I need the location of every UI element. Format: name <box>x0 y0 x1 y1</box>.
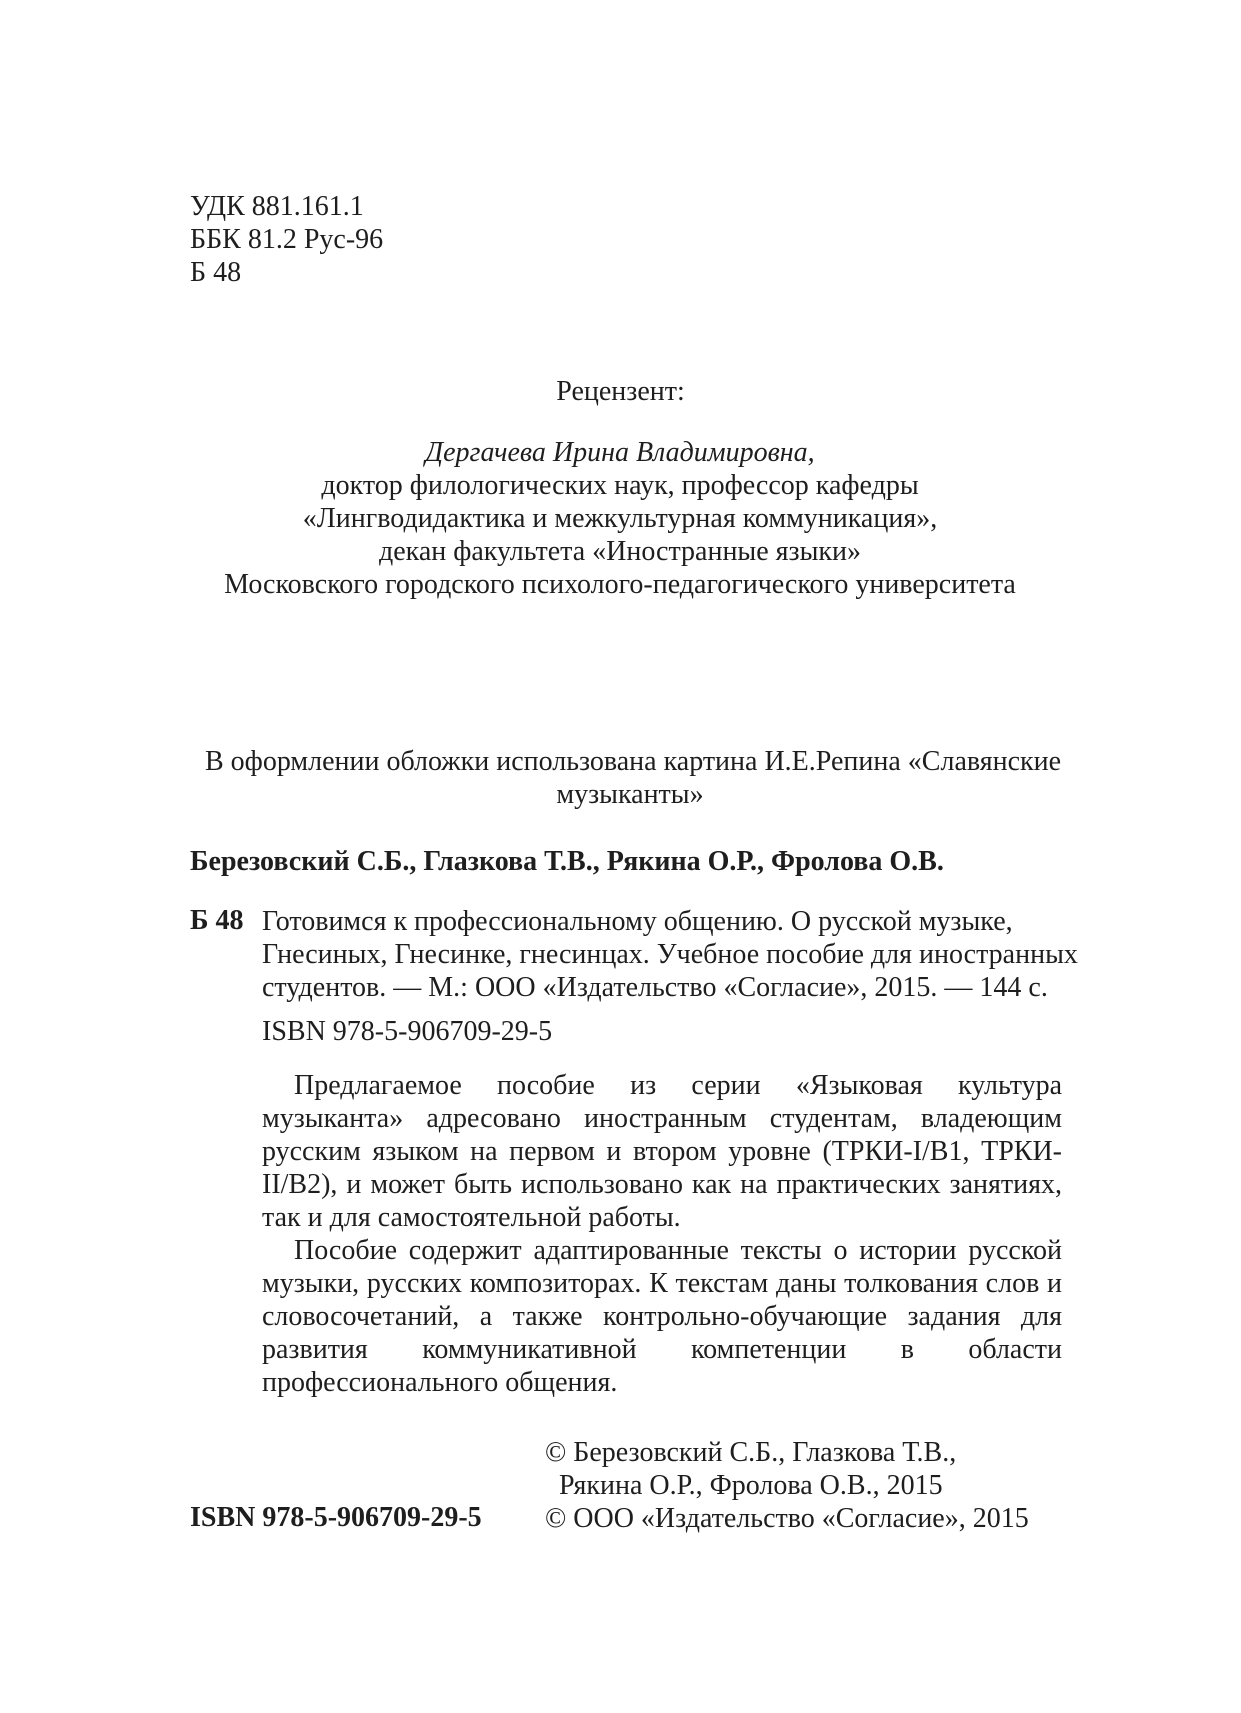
copyright-authors-cont: Рякина О.Р., Фролова О.В., 2015 <box>559 1470 943 1501</box>
entry-line: студентов. — М.: ООО «Издательство «Согласие», 2015. — 144 с. <box>262 972 1048 1003</box>
reviewer-degree: доктор филологических наук, профессор кафедры <box>321 470 919 501</box>
reviewer-department: «Лингводидактика и межкультурная коммуникация», <box>302 503 938 534</box>
bibliographic-entry <box>262 905 1078 1004</box>
copyright-publisher: © ООО «Издательство «Согласие», 2015 <box>545 1503 1029 1534</box>
classification-block <box>190 190 383 289</box>
annotation <box>262 1069 1062 1399</box>
entry-code: Б 48 <box>190 905 244 936</box>
entry-line: Готовимся к профессиональному общению. О русской музыке, <box>262 906 1013 937</box>
bbk-code: ББК 81.2 Рус-96 <box>190 224 384 255</box>
copyright-authors: © Березовский С.Б., Глазкова Т.В., <box>545 1437 957 1468</box>
reviewer-university: Московского городского психолого-педагогического университета <box>224 569 1016 600</box>
isbn-bottom: ISBN 978-5-906709-29-5 <box>190 1502 482 1533</box>
entry-isbn: ISBN 978-5-906709-29-5 <box>262 1016 553 1047</box>
cover-note-line: В оформлении обложки использована картина И.Е.Репина «Славянские <box>205 746 1062 777</box>
copyright-block <box>545 1436 1029 1535</box>
reviewer-name: Дергачева Ирина Владимировна, <box>425 437 815 468</box>
reviewer-label: Рецензент: <box>556 376 685 407</box>
cover-note <box>205 745 1062 811</box>
udk-code: УДК 881.161.1 <box>190 191 364 222</box>
annotation-paragraph: Предлагаемое пособие из серии «Языковая культура музыканта» адресовано иностранным студентам, владеющим русским языком на первом и втором уровне (ТРКИ-I/B1, ТРКИ-II/B2), и может быть использовано как на практических занятиях, так и для самостоятельной работы. <box>262 1070 1062 1233</box>
entry-line: Гнесиных, Гнесинке, гнесинцах. Учебное пособие для иностранных <box>262 939 1078 970</box>
reviewer-block <box>180 436 1060 601</box>
reviewer-dean: декан факультета «Иностранные языки» <box>378 536 862 567</box>
authors-heading: Березовский С.Б., Глазкова Т.В., Рякина О.Р., Фролова О.В. <box>190 846 944 877</box>
annotation-paragraph: Пособие содержит адаптированные тексты о истории русской музыки, русских композиторах. К текстам даны толкования слов и словосочетаний, а также контрольно-обучающие задания для развития коммуникативной компетенции в области профессионального общения. <box>262 1235 1062 1398</box>
author-mark: Б 48 <box>190 257 242 288</box>
cover-note-line: музыканты» <box>556 779 704 810</box>
